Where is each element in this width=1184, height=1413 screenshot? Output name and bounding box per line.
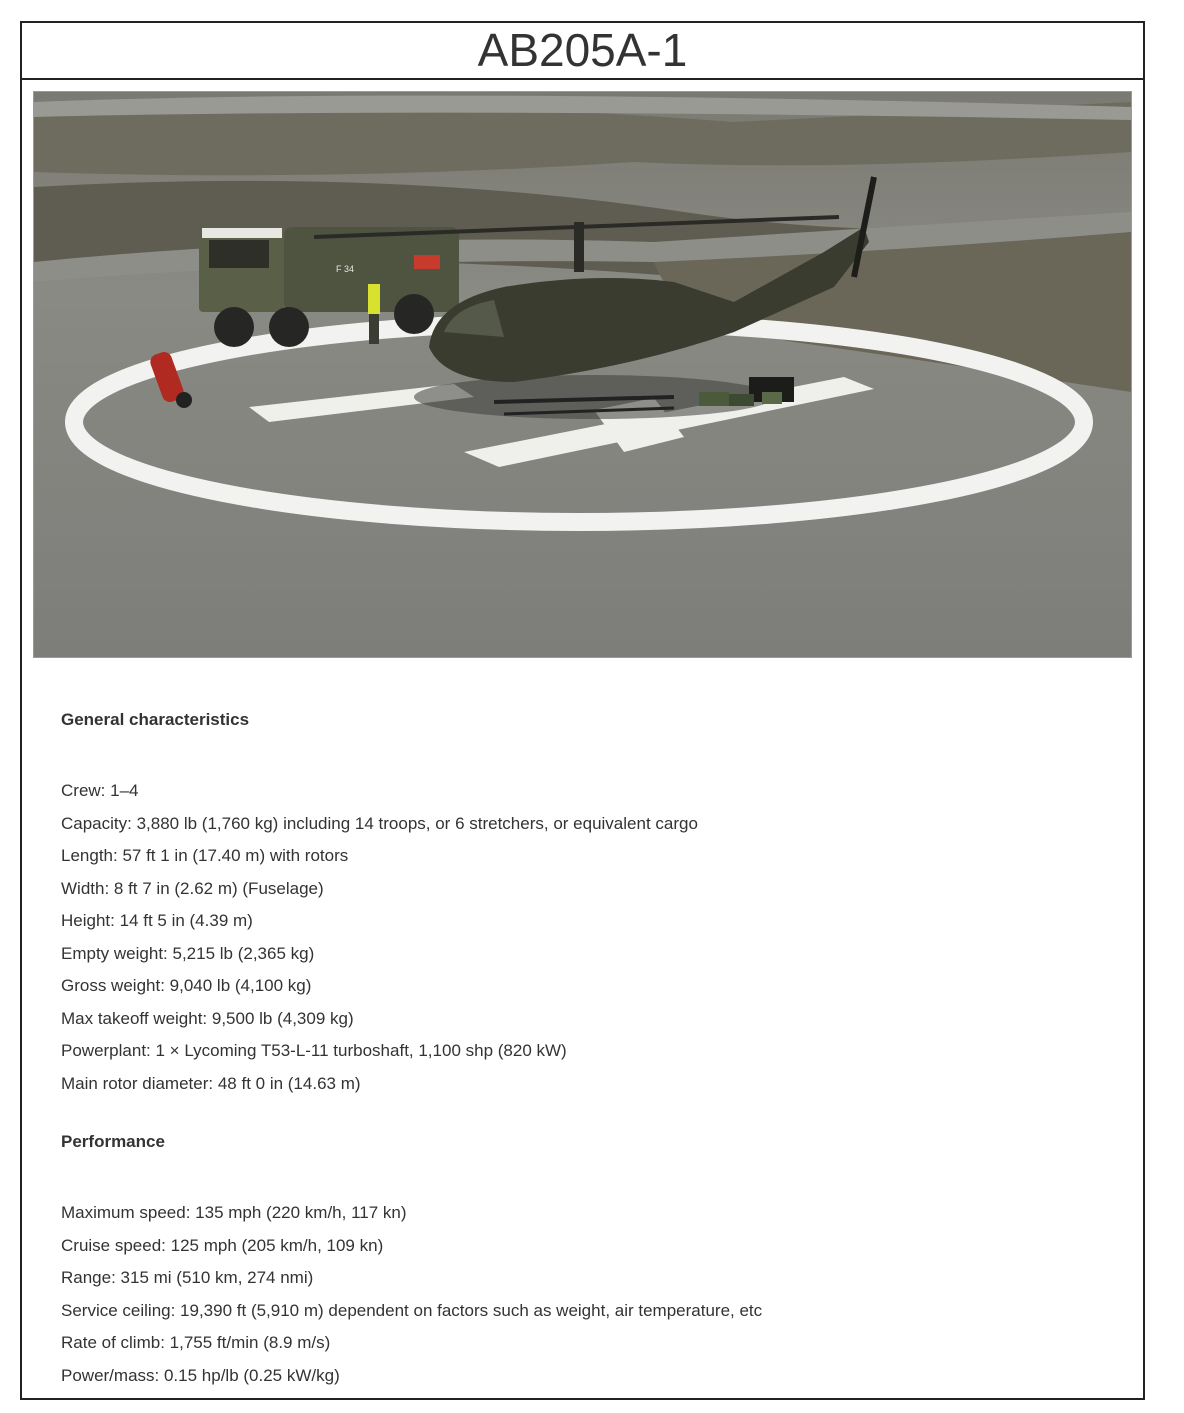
ground-crew-legs (369, 314, 379, 344)
spec-max-takeoff-weight: Max takeoff weight: 9,500 lb (4,309 kg) (61, 1008, 354, 1028)
spec-main-rotor-diameter: Main rotor diameter: 48 ft 0 in (14.63 m) (61, 1073, 361, 1093)
spec-maximum-speed: Maximum speed: 135 mph (220 km/h, 117 kn) (61, 1203, 407, 1222)
page-title: AB205A-1 (477, 24, 688, 76)
performance-heading: Performance (61, 1132, 165, 1151)
spec-length: Length: 57 ft 1 in (17.40 m) with rotors (61, 846, 349, 865)
spec-gross-weight: Gross weight: 9,040 lb (4,100 kg) (61, 976, 312, 995)
spec-cruise-speed: Cruise speed: 125 mph (205 km/h, 109 kn) (61, 1235, 384, 1255)
spec-power-mass: Power/mass: 0.15 hp/lb (0.25 kW/kg) (61, 1365, 340, 1385)
spec-powerplant: Powerplant: 1 × Lycoming T53-L-11 turboshaft, 1,100 shp (820 kW) (61, 1041, 567, 1060)
spec-empty-weight: Empty weight: 5,215 lb (2,365 kg) (61, 943, 315, 963)
spec-capacity: Capacity: 3,880 lb (1,760 kg) including 14 troops, or 6 stretchers, or equivalent cargo (61, 813, 698, 833)
title-bar (22, 23, 1143, 80)
helicopter-photo (33, 91, 1132, 658)
truck-marking: F 34 (336, 264, 355, 274)
spec-rate-of-climb: Rate of climb: 1,755 ft/min (8.9 m/s) (61, 1333, 331, 1352)
spec-width: Width: 8 ft 7 in (2.62 m) (Fuselage) (61, 878, 324, 898)
spec-list (61, 710, 1121, 1392)
performance-list (61, 1197, 1121, 1392)
general-heading: General characteristics (61, 710, 250, 729)
general-list (61, 775, 1121, 1100)
helipad-scene (34, 92, 1131, 657)
spec-service-ceiling: Service ceiling: 19,390 ft (5,910 m) dependent on factors such as weight, air temperature, etc (61, 1300, 763, 1320)
ground-crew (368, 284, 380, 314)
spec-height: Height: 14 ft 5 in (4.39 m) (61, 911, 253, 930)
spec-card (20, 21, 1145, 1400)
spec-range: Range: 315 mi (510 km, 274 nmi) (61, 1268, 314, 1287)
spec-crew: Crew: 1–4 (61, 781, 139, 800)
